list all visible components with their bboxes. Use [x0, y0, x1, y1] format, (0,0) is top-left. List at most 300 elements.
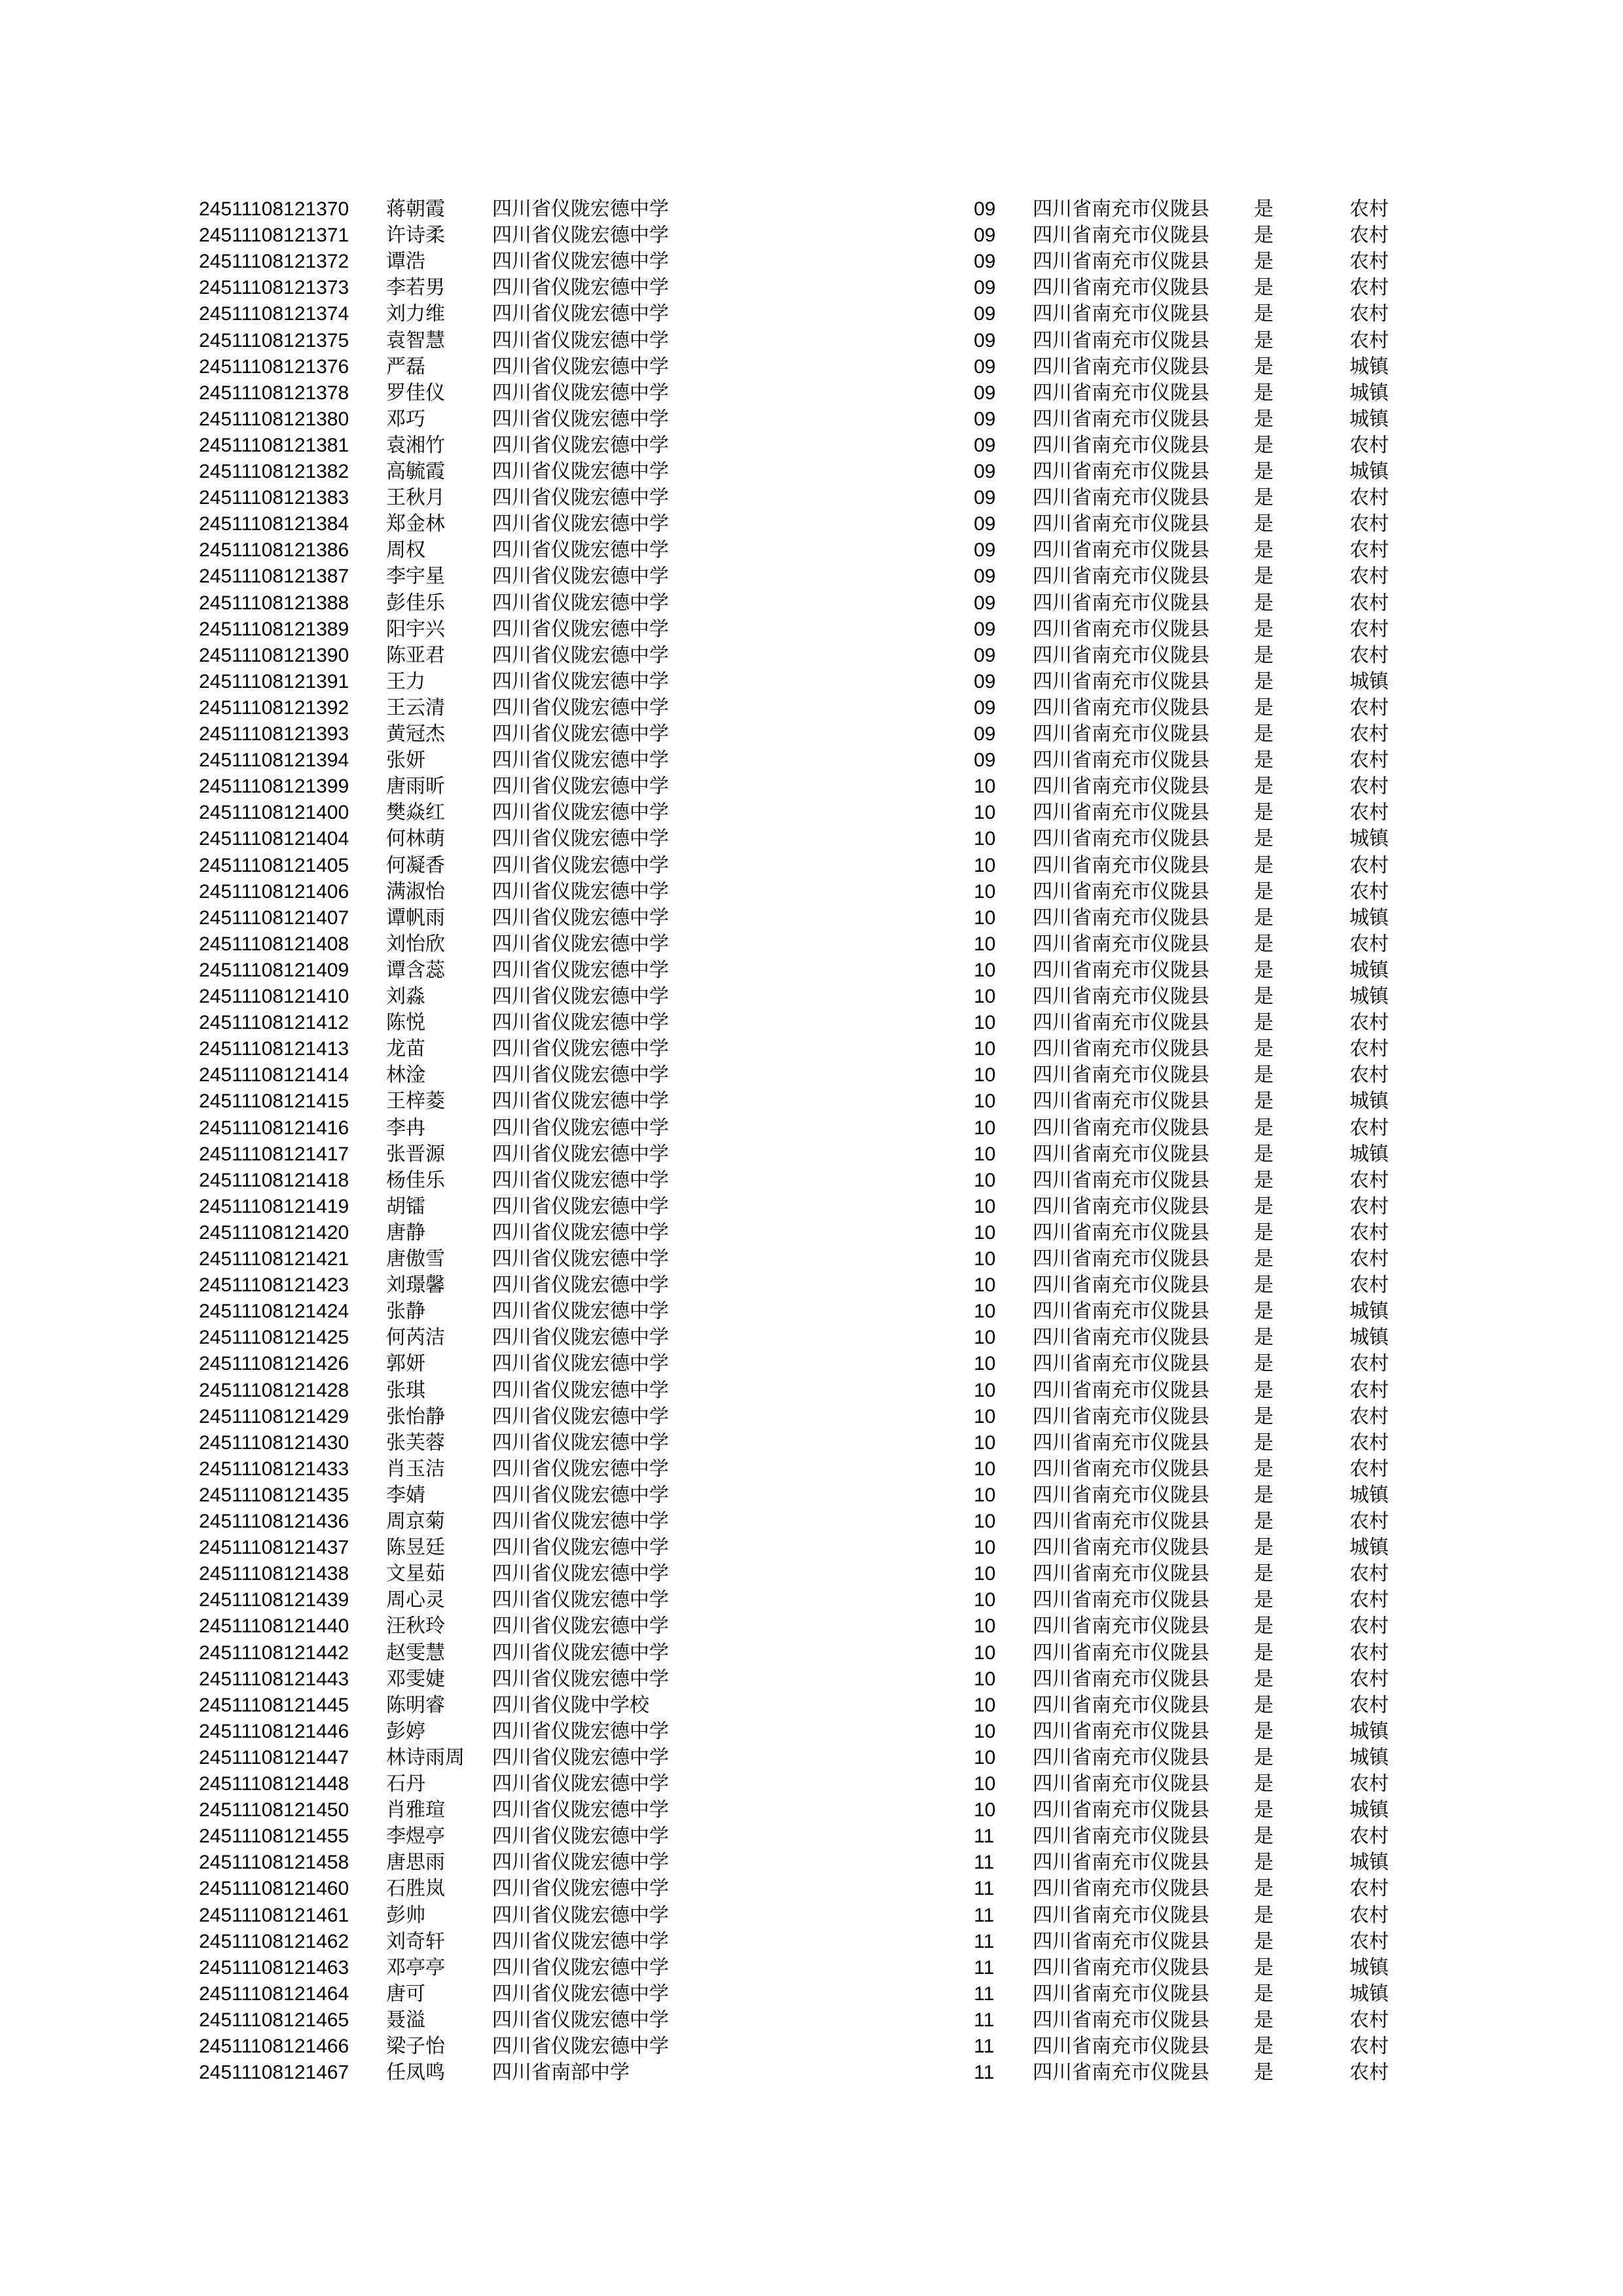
cell-flag: 是 — [1254, 1378, 1274, 1402]
cell-school: 四川省仪陇宏德中学 — [492, 1457, 669, 1480]
cell-class: 09 — [974, 723, 996, 745]
cell-flag: 是 — [1254, 880, 1274, 903]
table-row — [0, 485, 1623, 511]
table-row — [0, 1378, 1623, 1404]
cell-class: 09 — [974, 461, 996, 482]
cell-household-type: 农村 — [1349, 329, 1389, 352]
cell-school: 四川省仪陇宏德中学 — [492, 696, 669, 719]
cell-student-id: 24511108121380 — [199, 408, 349, 430]
cell-region: 四川省南充市仪陇县 — [1033, 1378, 1209, 1402]
cell-class: 10 — [974, 933, 996, 955]
cell-household-type: 农村 — [1349, 2008, 1389, 2032]
cell-school: 四川省仪陇宏德中学 — [492, 460, 669, 483]
cell-student-id: 24511108121372 — [199, 251, 349, 273]
cell-region: 四川省南充市仪陇县 — [1033, 670, 1209, 693]
cell-student-id: 24511108121458 — [199, 1852, 349, 1874]
cell-region: 四川省南充市仪陇县 — [1033, 539, 1209, 562]
table-row — [0, 354, 1623, 380]
cell-student-id: 24511108121387 — [199, 565, 349, 588]
cell-class: 10 — [974, 1746, 996, 1768]
cell-region: 四川省南充市仪陇县 — [1033, 512, 1209, 536]
table-row — [0, 1693, 1623, 1719]
cell-class: 10 — [974, 854, 996, 876]
cell-school: 四川省仪陇宏德中学 — [492, 329, 669, 352]
cell-school: 四川省仪陇宏德中学 — [492, 1221, 669, 1244]
cell-region: 四川省南充市仪陇县 — [1033, 1982, 1209, 2005]
cell-school: 四川省仪陇宏德中学 — [492, 407, 669, 431]
cell-student-id: 24511108121426 — [199, 1353, 349, 1375]
table-row — [0, 249, 1623, 275]
cell-class: 10 — [974, 1195, 996, 1217]
table-row — [0, 1325, 1623, 1351]
cell-name: 黄冠杰 — [386, 723, 445, 745]
cell-class: 11 — [974, 1956, 995, 1979]
cell-student-id: 24511108121382 — [199, 461, 349, 482]
cell-school: 四川省仪陇宏德中学 — [492, 1903, 669, 1927]
cell-flag: 是 — [1254, 906, 1274, 929]
table-row — [0, 1351, 1623, 1377]
table-row — [0, 617, 1623, 643]
cell-student-id: 24511108121445 — [199, 1694, 349, 1716]
cell-region: 四川省南充市仪陇县 — [1033, 1064, 1209, 1087]
cell-name: 张芙蓉 — [386, 1431, 445, 1454]
cell-name: 胡镭 — [386, 1194, 425, 1218]
cell-student-id: 24511108121425 — [199, 1327, 349, 1349]
cell-name: 唐思雨 — [386, 1851, 445, 1874]
cell-name: 李宇星 — [386, 565, 445, 588]
cell-student-id: 24511108121465 — [199, 2009, 349, 2031]
cell-school: 四川省仪陇宏德中学 — [492, 1037, 669, 1061]
cell-flag: 是 — [1254, 1221, 1274, 1244]
cell-student-id: 24511108121375 — [199, 329, 349, 351]
cell-flag: 是 — [1254, 643, 1274, 667]
table-row — [0, 800, 1623, 826]
cell-household-type: 农村 — [1349, 801, 1389, 825]
cell-class: 09 — [974, 329, 996, 351]
cell-student-id: 24511108121374 — [199, 303, 349, 325]
cell-school: 四川省仪陇宏德中学 — [492, 1090, 669, 1113]
cell-school: 四川省仪陇宏德中学 — [492, 1064, 669, 1087]
cell-flag: 是 — [1254, 1536, 1274, 1560]
cell-school: 四川省仪陇宏德中学 — [492, 1483, 669, 1507]
cell-region: 四川省南充市仪陇县 — [1033, 2035, 1209, 2058]
cell-household-type: 农村 — [1349, 486, 1389, 510]
cell-region: 四川省南充市仪陇县 — [1033, 591, 1209, 615]
cell-class: 10 — [974, 1563, 996, 1585]
cell-school: 四川省南部中学 — [492, 2061, 630, 2085]
cell-household-type: 农村 — [1349, 512, 1389, 536]
cell-name: 陈亚君 — [386, 643, 445, 667]
cell-student-id: 24511108121463 — [199, 1956, 349, 1979]
cell-student-id: 24511108121464 — [199, 1982, 349, 2005]
cell-class: 09 — [974, 644, 996, 666]
cell-household-type: 农村 — [1349, 198, 1389, 221]
cell-student-id: 24511108121388 — [199, 592, 349, 614]
cell-name: 谭浩 — [386, 250, 425, 274]
cell-flag: 是 — [1254, 1510, 1274, 1533]
cell-flag: 是 — [1254, 1116, 1274, 1139]
cell-household-type: 农村 — [1349, 250, 1389, 274]
table-row — [0, 1981, 1623, 2007]
cell-household-type: 农村 — [1349, 1194, 1389, 1218]
cell-school: 四川省仪陇宏德中学 — [492, 1116, 669, 1139]
cell-region: 四川省南充市仪陇县 — [1033, 1719, 1209, 1743]
cell-region: 四川省南充市仪陇县 — [1033, 1168, 1209, 1192]
cell-class: 10 — [974, 1379, 996, 1401]
cell-household-type: 农村 — [1349, 1562, 1389, 1586]
cell-class: 09 — [974, 618, 996, 640]
cell-student-id: 24511108121406 — [199, 880, 349, 903]
cell-flag: 是 — [1254, 2008, 1274, 2032]
cell-school: 四川省仪陇宏德中学 — [492, 1274, 669, 1297]
cell-region: 四川省南充市仪陇县 — [1033, 1274, 1209, 1297]
cell-school: 四川省仪陇宏德中学 — [492, 250, 669, 274]
cell-name: 林淦 — [386, 1064, 425, 1087]
cell-student-id: 24511108121381 — [199, 434, 349, 456]
cell-name: 周心灵 — [386, 1588, 445, 1612]
cell-school: 四川省仪陇宏德中学 — [492, 591, 669, 615]
cell-region: 四川省南充市仪陇县 — [1033, 1142, 1209, 1166]
cell-class: 10 — [974, 1668, 996, 1690]
cell-household-type: 农村 — [1349, 2035, 1389, 2058]
cell-student-id: 24511108121414 — [199, 1064, 349, 1086]
cell-flag: 是 — [1254, 958, 1274, 982]
cell-class: 10 — [974, 1221, 996, 1244]
cell-class: 10 — [974, 1327, 996, 1349]
cell-name: 王云清 — [386, 696, 445, 719]
cell-school: 四川省仪陇宏德中学 — [492, 670, 669, 693]
cell-name: 何林萌 — [386, 827, 445, 851]
cell-school: 四川省仪陇宏德中学 — [492, 1168, 669, 1192]
cell-flag: 是 — [1254, 1457, 1274, 1480]
cell-flag: 是 — [1254, 801, 1274, 825]
cell-household-type: 城镇 — [1349, 827, 1389, 851]
cell-student-id: 24511108121394 — [199, 749, 349, 772]
cell-school: 四川省仪陇宏德中学 — [492, 355, 669, 378]
cell-class: 09 — [974, 355, 996, 378]
cell-class: 10 — [974, 1431, 996, 1454]
cell-school: 四川省仪陇宏德中学 — [492, 1799, 669, 1822]
cell-region: 四川省南充市仪陇县 — [1033, 1772, 1209, 1795]
cell-name: 张晋源 — [386, 1142, 445, 1166]
cell-name: 刘力维 — [386, 302, 445, 326]
cell-class: 11 — [974, 1930, 995, 1952]
cell-name: 陈明睿 — [386, 1693, 445, 1717]
cell-student-id: 24511108121376 — [199, 355, 349, 378]
cell-student-id: 24511108121446 — [199, 1720, 349, 1742]
cell-region: 四川省南充市仪陇县 — [1033, 381, 1209, 404]
cell-class: 10 — [974, 906, 996, 929]
cell-household-type: 城镇 — [1349, 906, 1389, 929]
table-row — [0, 905, 1623, 931]
cell-household-type: 农村 — [1349, 276, 1389, 300]
cell-name: 邓亭亭 — [386, 1956, 445, 1979]
cell-name: 林诗雨周 — [386, 1746, 465, 1769]
cell-class: 10 — [974, 1274, 996, 1297]
cell-name: 罗佳仪 — [386, 381, 445, 404]
cell-class: 09 — [974, 539, 996, 562]
table-row — [0, 1745, 1623, 1771]
cell-region: 四川省南充市仪陇县 — [1033, 1746, 1209, 1769]
cell-name: 石丹 — [386, 1772, 425, 1795]
cell-household-type: 农村 — [1349, 591, 1389, 615]
cell-household-type: 城镇 — [1349, 1799, 1389, 1822]
cell-name: 阳宇兴 — [386, 617, 445, 641]
cell-household-type: 城镇 — [1349, 1746, 1389, 1769]
cell-name: 何芮洁 — [386, 1326, 445, 1350]
cell-class: 11 — [974, 1852, 995, 1874]
cell-region: 四川省南充市仪陇县 — [1033, 617, 1209, 641]
cell-student-id: 24511108121386 — [199, 539, 349, 562]
table-row — [0, 2060, 1623, 2086]
cell-region: 四川省南充市仪陇县 — [1033, 2061, 1209, 2085]
cell-household-type: 农村 — [1349, 1352, 1389, 1376]
table-row — [0, 826, 1623, 852]
table-row — [0, 1456, 1623, 1482]
cell-region: 四川省南充市仪陇县 — [1033, 1799, 1209, 1822]
cell-class: 09 — [974, 592, 996, 614]
table-row — [0, 275, 1623, 301]
cell-school: 四川省仪陇宏德中学 — [492, 1142, 669, 1166]
cell-region: 四川省南充市仪陇县 — [1033, 723, 1209, 745]
cell-flag: 是 — [1254, 1746, 1274, 1769]
cell-flag: 是 — [1254, 591, 1274, 615]
cell-flag: 是 — [1254, 1326, 1274, 1350]
cell-region: 四川省南充市仪陇县 — [1033, 1641, 1209, 1664]
cell-flag: 是 — [1254, 617, 1274, 641]
cell-school: 四川省仪陇宏德中学 — [492, 1825, 669, 1848]
cell-name: 唐可 — [386, 1982, 425, 2005]
cell-name: 聂溢 — [386, 2008, 425, 2032]
cell-name: 高毓霞 — [386, 460, 445, 483]
cell-student-id: 24511108121467 — [199, 2062, 349, 2084]
cell-class: 09 — [974, 408, 996, 430]
cell-school: 四川省仪陇宏德中学 — [492, 565, 669, 588]
table-row — [0, 328, 1623, 354]
table-row — [0, 433, 1623, 459]
cell-region: 四川省南充市仪陇县 — [1033, 276, 1209, 300]
cell-school: 四川省仪陇宏德中学 — [492, 1247, 669, 1270]
cell-class: 10 — [974, 1117, 996, 1139]
cell-student-id: 24511108121424 — [199, 1300, 349, 1323]
cell-flag: 是 — [1254, 433, 1274, 457]
cell-household-type: 农村 — [1349, 643, 1389, 667]
cell-region: 四川省南充市仪陇县 — [1033, 1667, 1209, 1691]
cell-school: 四川省仪陇中学校 — [492, 1693, 649, 1717]
cell-flag: 是 — [1254, 329, 1274, 352]
cell-region: 四川省南充市仪陇县 — [1033, 985, 1209, 1008]
cell-flag: 是 — [1254, 198, 1274, 221]
cell-household-type: 城镇 — [1349, 1142, 1389, 1166]
cell-student-id: 24511108121438 — [199, 1563, 349, 1585]
cell-flag: 是 — [1254, 1562, 1274, 1586]
cell-class: 10 — [974, 880, 996, 903]
cell-flag: 是 — [1254, 355, 1274, 378]
table-row — [0, 564, 1623, 590]
cell-flag: 是 — [1254, 302, 1274, 326]
cell-class: 09 — [974, 382, 996, 404]
table-row — [0, 1823, 1623, 1850]
cell-name: 李煜亭 — [386, 1825, 445, 1848]
table-row — [0, 406, 1623, 433]
cell-school: 四川省仪陇宏德中学 — [492, 906, 669, 929]
cell-region: 四川省南充市仪陇县 — [1033, 250, 1209, 274]
cell-region: 四川省南充市仪陇县 — [1033, 1326, 1209, 1350]
table-row — [0, 1220, 1623, 1246]
cell-class: 10 — [974, 1248, 996, 1270]
cell-flag: 是 — [1254, 1851, 1274, 1874]
cell-student-id: 24511108121413 — [199, 1038, 349, 1060]
cell-student-id: 24511108121373 — [199, 277, 349, 299]
cell-class: 11 — [974, 1904, 995, 1926]
cell-class: 09 — [974, 251, 996, 273]
table-row — [0, 1876, 1623, 1902]
cell-student-id: 24511108121429 — [199, 1405, 349, 1427]
cell-flag: 是 — [1254, 1194, 1274, 1218]
cell-name: 李婧 — [386, 1483, 425, 1507]
cell-flag: 是 — [1254, 1693, 1274, 1717]
cell-household-type: 农村 — [1349, 1825, 1389, 1848]
cell-school: 四川省仪陇宏德中学 — [492, 1929, 669, 1953]
cell-name: 肖雅瑄 — [386, 1799, 445, 1822]
cell-student-id: 24511108121436 — [199, 1511, 349, 1532]
table-row — [0, 853, 1623, 879]
cell-student-id: 24511108121412 — [199, 1012, 349, 1034]
cell-student-id: 24511108121407 — [199, 906, 349, 929]
cell-region: 四川省南充市仪陇县 — [1033, 775, 1209, 798]
cell-school: 四川省仪陇宏德中学 — [492, 1405, 669, 1428]
cell-class: 10 — [974, 1090, 996, 1113]
cell-flag: 是 — [1254, 1588, 1274, 1612]
cell-flag: 是 — [1254, 853, 1274, 877]
cell-flag: 是 — [1254, 1799, 1274, 1822]
cell-region: 四川省南充市仪陇县 — [1033, 1536, 1209, 1560]
table-row — [0, 590, 1623, 617]
cell-household-type: 城镇 — [1349, 1300, 1389, 1323]
cell-class: 10 — [974, 1799, 996, 1821]
cell-school: 四川省仪陇宏德中学 — [492, 1877, 669, 1901]
cell-school: 四川省仪陇宏德中学 — [492, 433, 669, 457]
table-row — [0, 2034, 1623, 2060]
cell-student-id: 24511108121416 — [199, 1117, 349, 1139]
cell-household-type: 农村 — [1349, 1405, 1389, 1428]
cell-flag: 是 — [1254, 565, 1274, 588]
table-row — [0, 1797, 1623, 1823]
table-row — [0, 695, 1623, 721]
cell-household-type: 城镇 — [1349, 1719, 1389, 1743]
cell-household-type: 农村 — [1349, 1274, 1389, 1297]
cell-flag: 是 — [1254, 276, 1274, 300]
cell-household-type: 城镇 — [1349, 1326, 1389, 1350]
cell-class: 09 — [974, 513, 996, 535]
cell-name: 汪秋玲 — [386, 1615, 445, 1638]
cell-student-id: 24511108121442 — [199, 1641, 349, 1664]
table-row — [0, 1272, 1623, 1299]
cell-household-type: 城镇 — [1349, 1956, 1389, 1979]
cell-name: 满淑怡 — [386, 880, 445, 903]
cell-flag: 是 — [1254, 1956, 1274, 1979]
cell-student-id: 24511108121460 — [199, 1878, 349, 1900]
cell-region: 四川省南充市仪陇县 — [1033, 696, 1209, 719]
cell-class: 10 — [974, 1012, 996, 1034]
cell-student-id: 24511108121383 — [199, 487, 349, 509]
cell-school: 四川省仪陇宏德中学 — [492, 1378, 669, 1402]
cell-class: 10 — [974, 1537, 996, 1559]
cell-region: 四川省南充市仪陇县 — [1033, 932, 1209, 956]
cell-region: 四川省南充市仪陇县 — [1033, 1457, 1209, 1480]
cell-name: 周权 — [386, 539, 425, 562]
cell-school: 四川省仪陇宏德中学 — [492, 617, 669, 641]
cell-flag: 是 — [1254, 696, 1274, 719]
cell-region: 四川省南充市仪陇县 — [1033, 1116, 1209, 1139]
cell-class: 09 — [974, 670, 996, 692]
cell-class: 10 — [974, 1484, 996, 1506]
cell-class: 11 — [974, 1825, 995, 1848]
cell-household-type: 城镇 — [1349, 670, 1389, 693]
cell-flag: 是 — [1254, 670, 1274, 693]
cell-name: 王梓菱 — [386, 1090, 445, 1113]
cell-school: 四川省仪陇宏德中学 — [492, 2008, 669, 2032]
cell-region: 四川省南充市仪陇县 — [1033, 407, 1209, 431]
cell-school: 四川省仪陇宏德中学 — [492, 1326, 669, 1350]
cell-household-type: 农村 — [1349, 1168, 1389, 1192]
cell-class: 10 — [974, 1458, 996, 1480]
cell-household-type: 农村 — [1349, 880, 1389, 903]
cell-class: 09 — [974, 565, 996, 588]
table-row — [0, 1010, 1623, 1036]
cell-school: 四川省仪陇宏德中学 — [492, 1851, 669, 1874]
cell-school: 四川省仪陇宏德中学 — [492, 643, 669, 667]
cell-name: 李若男 — [386, 276, 445, 300]
cell-student-id: 24511108121450 — [199, 1799, 349, 1821]
cell-flag: 是 — [1254, 985, 1274, 1008]
cell-class: 09 — [974, 749, 996, 772]
table-row — [0, 223, 1623, 249]
table-row — [0, 1613, 1623, 1640]
cell-household-type: 农村 — [1349, 1247, 1389, 1270]
table-row — [0, 1246, 1623, 1272]
cell-region: 四川省南充市仪陇县 — [1033, 1405, 1209, 1428]
cell-flag: 是 — [1254, 2061, 1274, 2085]
cell-name: 邓巧 — [386, 407, 425, 431]
cell-school: 四川省仪陇宏德中学 — [492, 827, 669, 851]
cell-region: 四川省南充市仪陇县 — [1033, 302, 1209, 326]
cell-class: 10 — [974, 776, 996, 798]
cell-household-type: 农村 — [1349, 1037, 1389, 1061]
cell-household-type: 农村 — [1349, 539, 1389, 562]
cell-region: 四川省南充市仪陇县 — [1033, 1483, 1209, 1507]
cell-class: 09 — [974, 198, 996, 220]
table-row — [0, 1088, 1623, 1115]
cell-school: 四川省仪陇宏德中学 — [492, 1536, 669, 1560]
table-row — [0, 511, 1623, 537]
cell-flag: 是 — [1254, 1877, 1274, 1901]
table-row — [0, 1036, 1623, 1062]
cell-region: 四川省南充市仪陇县 — [1033, 801, 1209, 825]
cell-class: 10 — [974, 1773, 996, 1795]
cell-region: 四川省南充市仪陇县 — [1033, 1510, 1209, 1533]
cell-name: 文星茹 — [386, 1562, 445, 1586]
cell-flag: 是 — [1254, 486, 1274, 510]
table-row — [0, 1561, 1623, 1587]
table-row — [0, 1062, 1623, 1088]
cell-name: 郑金林 — [386, 512, 445, 536]
cell-student-id: 24511108121393 — [199, 723, 349, 745]
table-row — [0, 196, 1623, 223]
cell-region: 四川省南充市仪陇县 — [1033, 853, 1209, 877]
cell-household-type: 农村 — [1349, 224, 1389, 247]
cell-name: 肖玉洁 — [386, 1457, 445, 1480]
